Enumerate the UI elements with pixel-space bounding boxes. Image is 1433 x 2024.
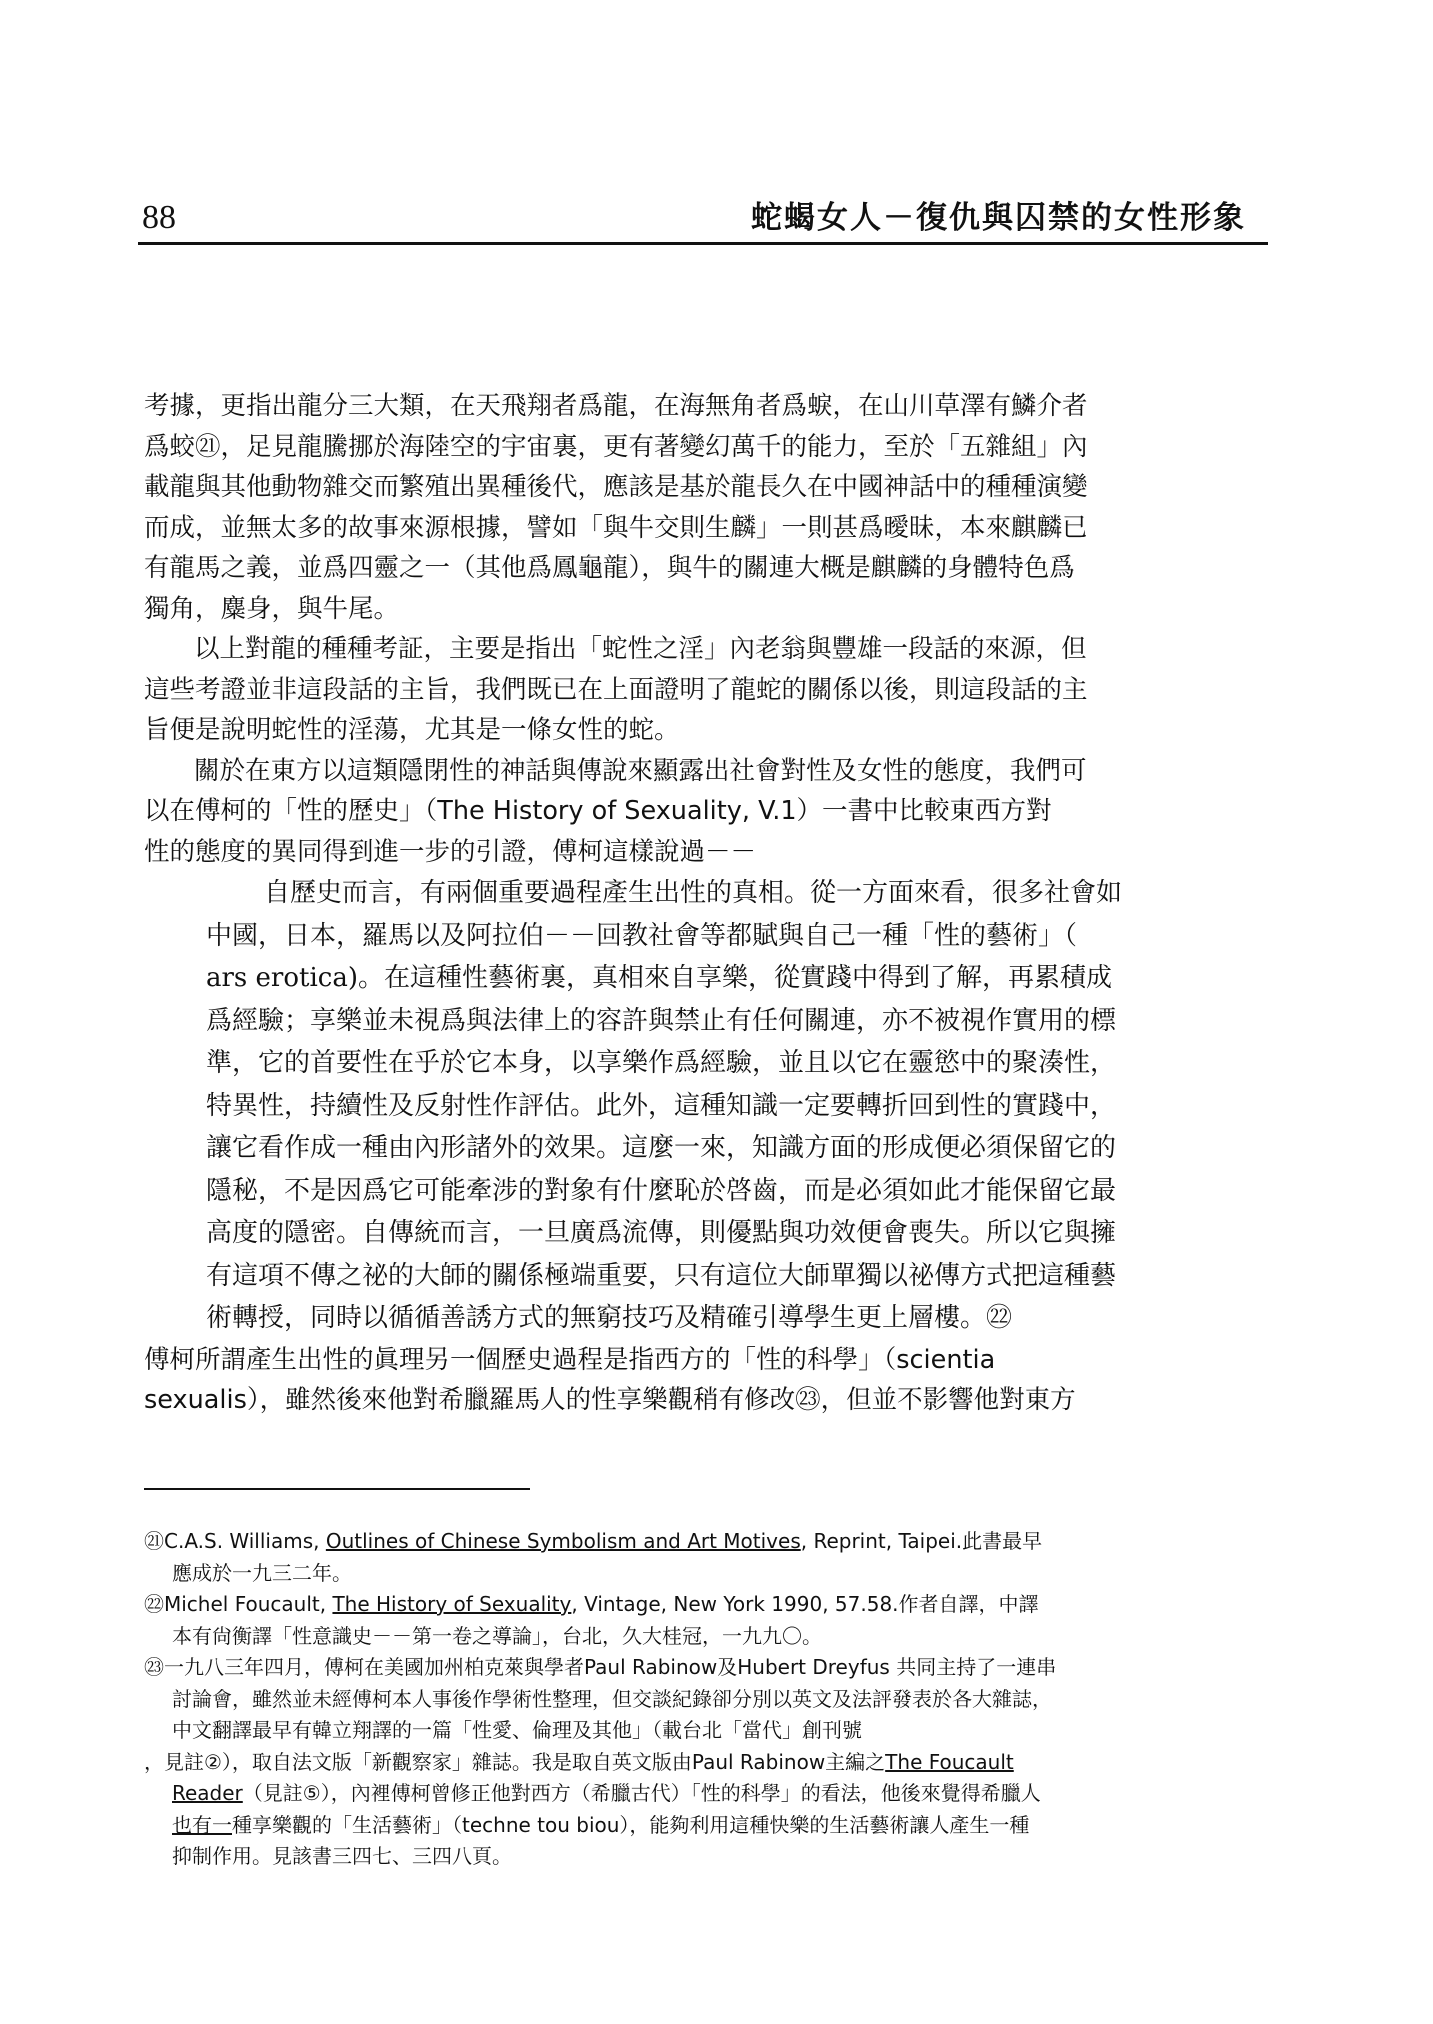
quote-line: 特異性，持續性及反射性作評估。此外，這種知識一定要轉折回到性的實踐中， [206, 1090, 1117, 1121]
quote-line: ars erotica)。在這種性藝術裏，真相來自享樂，從實踐中得到了解，再累積成 [206, 963, 1112, 993]
text-line: 關於在東方以這類隱閉性的神話與傳說來顯露出社會對性及女性的態度，我們可 [194, 755, 1087, 786]
footnote-23: ㉓一九八三年四月，傅柯在美國加州柏克萊與學者Paul Rabinow及Hubert Dreyfus 共同主持了一連串 [144, 1655, 1057, 1679]
body-text [144, 386, 1254, 1421]
paragraph-4 [144, 1340, 1254, 1421]
text-line: 性的態度的異同得到進一步的引證，傅柯這樣說過－－ [144, 836, 757, 867]
footnote-line: 應成於一九三二年。 [172, 1560, 352, 1585]
running-title: 蛇蝎女人－復仇與囚禁的女性形象 [751, 200, 1246, 236]
quote-line: 術轉授，同時以循循善誘方式的無窮技巧及精確引導學生更上層樓。㉒ [206, 1303, 1013, 1333]
footnote-line: 抑制作用。見該書三四七、三四八頁。 [172, 1844, 512, 1868]
paragraph-2 [144, 629, 1254, 751]
footnote-line [144, 1810, 1264, 1842]
footnote-21 [144, 1526, 1264, 1558]
footnote-text: ，見註②），取自法文版「新觀察家」雜誌。我是取自英文版由Paul Rabinow主編之 [144, 1749, 886, 1774]
cited-title: Reader [172, 1781, 243, 1805]
footnote-line: 中文翻譯最早有韓立翔譯的一篇「性愛、倫理及其他」（載台北「當代」創刊號 [172, 1718, 862, 1742]
footnote-text: 種享樂觀的「生活藝術」（techne tou biou），能夠利用這種快樂的生活藝術讓人產生一種 [232, 1812, 1030, 1837]
footnote-line [144, 1747, 1264, 1779]
paragraph-3 [144, 751, 1254, 873]
page-header [138, 196, 1268, 248]
footnote-rule [144, 1488, 530, 1490]
header-rule [138, 242, 1268, 245]
text-line: 以在傅柯的「性的歷史」（The History of Sexuality, V.1）一書中比較東西方對 [144, 796, 1052, 826]
text-line: 獨角，麋身，與牛尾。 [144, 593, 400, 624]
quote-line: 讓它看作成一種由內形諸外的效果。這麼一來，知識方面的形成便必須保留它的 [206, 1133, 1117, 1163]
text-line: 旨便是說明蛇性的淫蕩，尤其是一條女性的蛇。 [144, 715, 680, 745]
text-line: 傅柯所謂產生出性的眞理另一個歷史過程是指西方的「性的科學」（scientia [144, 1344, 996, 1375]
text-line: 這些考證並非這段話的主旨，我們既已在上面證明了龍蛇的關係以後，則這段話的主 [144, 674, 1088, 705]
footnote-22 [144, 1589, 1264, 1621]
quote-line: 爲經驗；享樂並未視爲與法律上的容許與禁止有任何關連，亦不被視作實用的標 [206, 1005, 1117, 1036]
text-line: 有龍馬之義，並爲四靈之一（其他爲鳳龜龍），與牛的關連大概是麒麟的身體特色爲 [144, 553, 1075, 583]
footnote-text: , Reprint, Taipei.此書最早 [800, 1529, 1043, 1553]
text-line: 考據，更指出龍分三大類，在天飛翔者爲龍，在海無角者爲蜧，在山川草澤有鱗介者 [144, 391, 1088, 421]
footnotes [144, 1526, 1264, 1873]
cited-title: The History of Sexuality [332, 1592, 572, 1616]
quote-line: 自歷史而言，有兩個重要過程產生出性的真相。從一方面來看，很多社會如 [264, 878, 1123, 908]
footnote-text: （見註⑤），內裡傅柯曾修正他對西方（希臘古代）「性的科學」的看法，他後來覺得希臘人 [242, 1781, 1041, 1805]
quote-line: 隱秘，不是因爲它可能牽涉的對象有什麼恥於啓齒，而是必須如此才能保留它最 [206, 1175, 1117, 1206]
paragraph-1 [144, 386, 1254, 629]
underlined-text: 也有一 [172, 1812, 232, 1837]
cited-title: Outlines of Chinese Symbolism and Art Motives [325, 1529, 801, 1553]
footnote-line [144, 1778, 1264, 1810]
text-line: 爲蛟㉑，足見龍騰挪於海陸空的宇宙裏，更有著變幻萬千的能力，至於「五雜組」內 [144, 431, 1088, 462]
quote-line: 準，它的首要性在乎於它本身，以享樂作爲經驗，並且以它在靈慾中的聚湊性， [206, 1048, 1117, 1078]
text-line: 而成，並無太多的故事來源根據，譬如「與牛交則生麟」一則甚爲曖昧，本來麒麟已 [144, 512, 1088, 543]
footnote-text: , Vintage, New York 1990, 57.58.作者自譯，中譯 [571, 1592, 1039, 1616]
footnote-text: ㉑C.A.S. Williams, [144, 1529, 326, 1553]
footnote-line: 討論會，雖然並未經傅柯本人事後作學術性整理，但交談紀錄卻分別以英文及法評發表於各大雜誌， [172, 1686, 1052, 1711]
text-line: sexualis），雖然後來他對希臘羅馬人的性享樂觀稍有修改㉓，但並不影響他對東方 [144, 1385, 1076, 1415]
text-line: 以上對龍的種種考証，主要是指出「蛇性之淫」內老翁與豐雄一段話的來源，但 [194, 634, 1087, 664]
block-quote [144, 872, 1254, 1340]
footnote-line: 本有尙衡譯「性意識史－－第一卷之導論」，台北，久大桂冠，一九九〇。 [172, 1623, 822, 1648]
quote-line: 中國，日本，羅馬以及阿拉伯－－回教社會等都賦與自己一種「性的藝術」（ [206, 920, 1078, 951]
quote-line: 高度的隱密。自傳統而言，一旦廣爲流傳，則優點與功效便會喪失。所以它與擁 [206, 1218, 1117, 1248]
quote-line: 有這項不傳之祕的大師的關係極端重要，只有這位大師單獨以祕傳方式把這種藝 [206, 1260, 1117, 1291]
text-line: 載龍與其他動物雜交而繁殖出異種後代，應該是基於龍長久在中國神話中的種種演變 [144, 472, 1088, 502]
page-number: 88 [142, 199, 176, 236]
footnote-text: ㉒Michel Foucault, [144, 1592, 333, 1616]
cited-title: The Foucault [885, 1749, 1014, 1774]
